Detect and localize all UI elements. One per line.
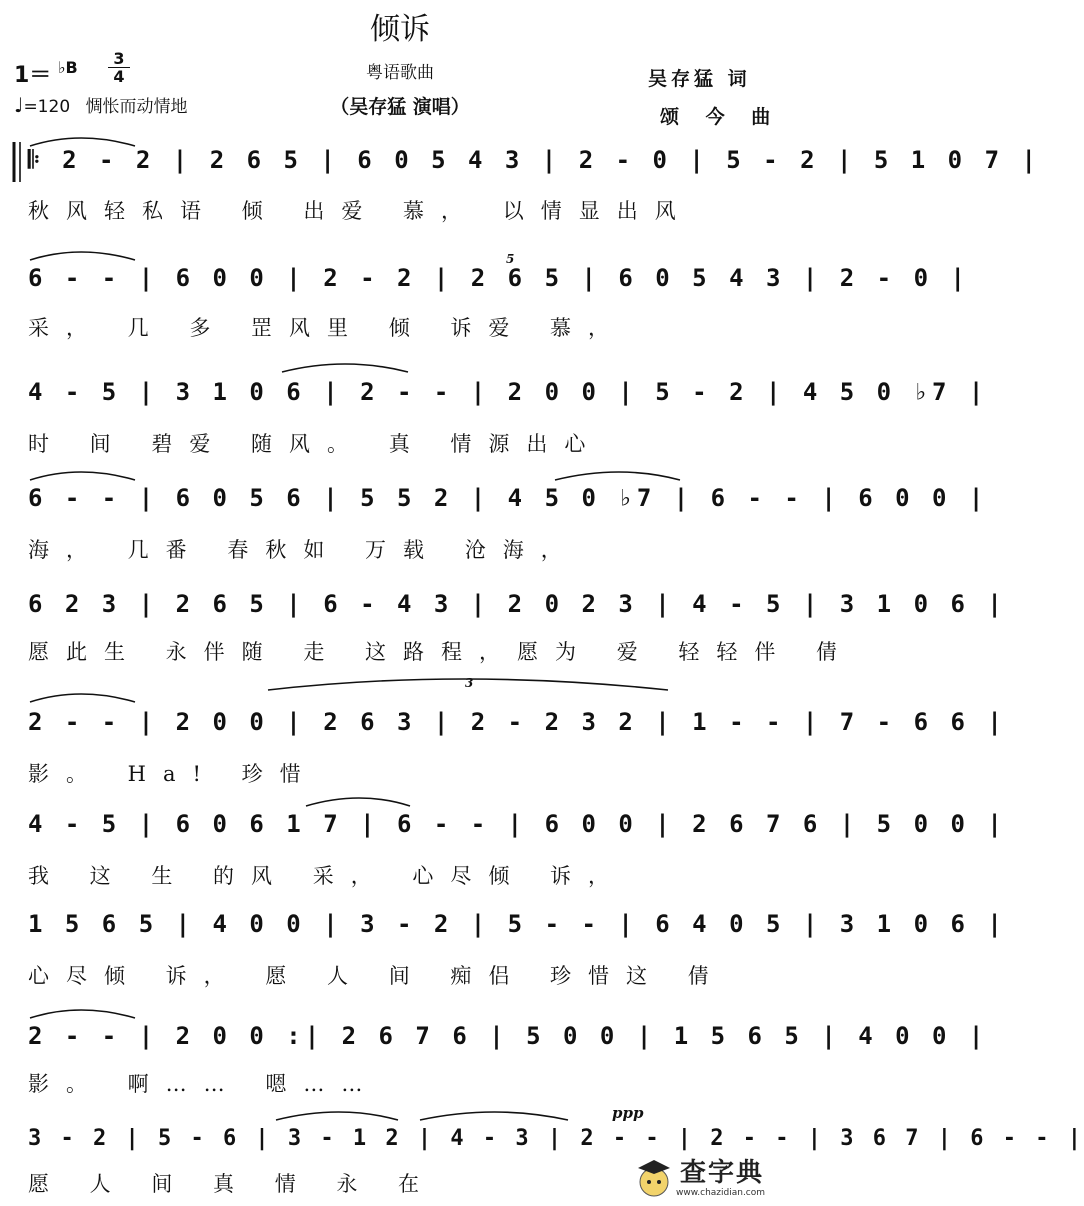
tempo	[14, 92, 188, 117]
notes-row-10: 3 - 2 | 5 - 6 | 3 - 1 2 | 4 - 3 | 2 - - | 2 - - | 3 6 7 | 6 - - |	[28, 1126, 1084, 1151]
expression: 惆怅而动情地	[85, 97, 188, 117]
lyrics-row-3: 时 间 碧爱 随风。 真 情源出心	[28, 432, 603, 456]
notes-row-8: 1 5 6 5 | 4 0 0 | 3 - 2 | 5 - - | 6 4 0 5 | 3 1 0 6 |	[28, 910, 1006, 938]
notes-row-1: 𝄆 2 - 2 | 2 6 5 | 6 0 5 4 3 | 2 - 0 | 5 - 2 | 5 1 0 7 |	[28, 146, 1040, 174]
tempo-value: =120	[23, 97, 71, 117]
time-sig-bottom: 4	[113, 67, 125, 86]
dynamic-ppp: ppp	[612, 1104, 644, 1122]
lyrics-row-4: 海， 几番 春秋如 万载 沧海，	[28, 538, 579, 562]
notes-row-3: 4 - 5 | 3 1 0 6 | 2 - - | 2 0 0 | 5 - 2 | 4 5 0 ♭7 |	[28, 378, 988, 406]
lyrics-row-7: 我 这 生 的风 采， 心尽倾 诉，	[28, 864, 627, 888]
composer: 颂 今 曲	[660, 106, 781, 128]
lyrics-row-1: 秋风轻私语 倾 出爱 慕， 以情显出风	[28, 199, 693, 223]
singer: （吴存猛 演唱）	[330, 96, 470, 118]
notes-row-6: 2 - - | 2 0 0 | 2 6 3 | 2 - 2 3 2 | 1 - - | 7 - 6 6 |	[28, 708, 1006, 736]
lyrics-row-10: 愿 人 间 真 情 永 在	[28, 1172, 437, 1196]
key-signature: 1＝	[14, 63, 52, 88]
lyrics-row-2: 采， 几 多 罡风里 倾 诉爱 慕，	[28, 316, 627, 340]
quarter-note-icon: ♩	[14, 93, 24, 117]
time-signature	[108, 50, 130, 85]
notes-row-4: 6 - - | 6 0 5 6 | 5 5 2 | 4 5 0 ♭7 | 6 - - | 6 0 0 |	[28, 484, 988, 512]
lyricist: 吴存猛 词	[648, 68, 751, 90]
notes-row-9: 2 - - | 2 0 0 :| 2 6 7 6 | 5 0 0 | 1 5 6 5 | 4 0 0 |	[28, 1022, 988, 1050]
triplet-mark: 3	[465, 676, 474, 690]
grace-note: 5	[506, 252, 515, 266]
key-flat: ♭B	[58, 58, 78, 77]
lyrics-row-6: 影。 Ha! 珍惜	[28, 762, 318, 786]
lyrics-row-5: 愿此生 永伴随 走 这路程，愿为 爱 轻轻伴 倩	[28, 640, 855, 664]
song-subtitle: 粤语歌曲	[366, 63, 434, 83]
watermark-url: www.chazidian.com	[676, 1188, 766, 1198]
notes-row-7: 4 - 5 | 6 0 6 1 7 | 6 - - | 6 0 0 | 2 6 7 6 | 5 0 0 |	[28, 810, 1006, 838]
notes-row-5: 6 2 3 | 2 6 5 | 6 - 4 3 | 2 0 2 3 | 4 - 5 | 3 1 0 6 |	[28, 590, 1006, 618]
watermark-name: 查字典	[680, 1158, 765, 1188]
song-title: 倾诉	[370, 12, 430, 47]
notes-row-2: 6 - - | 6 0 0 | 2 - 2 | 2 6 5 | 6 0 5 4 3 | 2 - 0 |	[28, 264, 969, 292]
time-sig-top: 3	[113, 49, 125, 68]
lyrics-row-9: 影。 啊…… 嗯……	[28, 1072, 380, 1096]
lyrics-row-8: 心尽倾 诉， 愿 人 间 痴侣 珍惜这 倩	[28, 964, 726, 988]
